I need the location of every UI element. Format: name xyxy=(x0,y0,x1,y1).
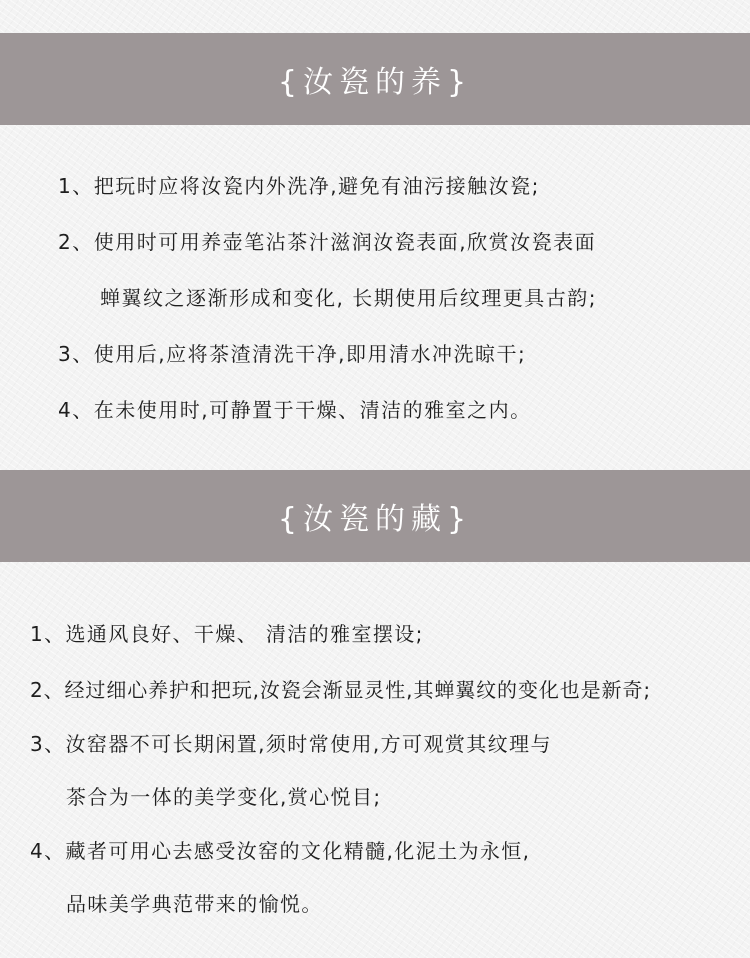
storage-line-4: 4、藏者可用心去感受汝窑的文化精髓,化泥土为永恒, xyxy=(30,839,531,863)
care-line-2-continued: 蝉翼纹之逐渐形成和变化, 长期使用后纹理更具古韵; xyxy=(100,286,597,310)
care-line-2: 2、使用时可用养壶笔沾茶汁滋润汝瓷表面,欣赏汝瓷表面 xyxy=(58,230,597,254)
storage-line-3: 3、汝窑器不可长期闲置,须时常使用,方可观赏其纹理与 xyxy=(30,732,552,756)
care-line-4: 4、在未使用时,可静置于干燥、清洁的雅室之内。 xyxy=(58,398,532,422)
storage-line-2: 2、经过细心养护和把玩,汝瓷会渐显灵性,其蝉翼纹的变化也是新奇; xyxy=(30,678,651,702)
storage-section-banner xyxy=(0,470,750,562)
care-line-3: 3、使用后,应将茶渣清洗干净,即用清水冲洗晾干; xyxy=(58,342,527,366)
storage-line-4-continued: 品味美学典范带来的愉悦。 xyxy=(66,892,323,916)
storage-line-3-continued: 茶合为一体的美学变化,赏心悦目; xyxy=(66,785,382,809)
storage-section-title: {汝瓷的藏} xyxy=(277,502,473,537)
care-section-title: {汝瓷的养} xyxy=(277,65,473,100)
care-section-banner xyxy=(0,33,750,125)
storage-line-1: 1、选通风良好、干燥、 清洁的雅室摆设; xyxy=(30,622,424,646)
care-line-1: 1、把玩时应将汝瓷内外洗净,避免有油污接触汝瓷; xyxy=(58,174,540,198)
